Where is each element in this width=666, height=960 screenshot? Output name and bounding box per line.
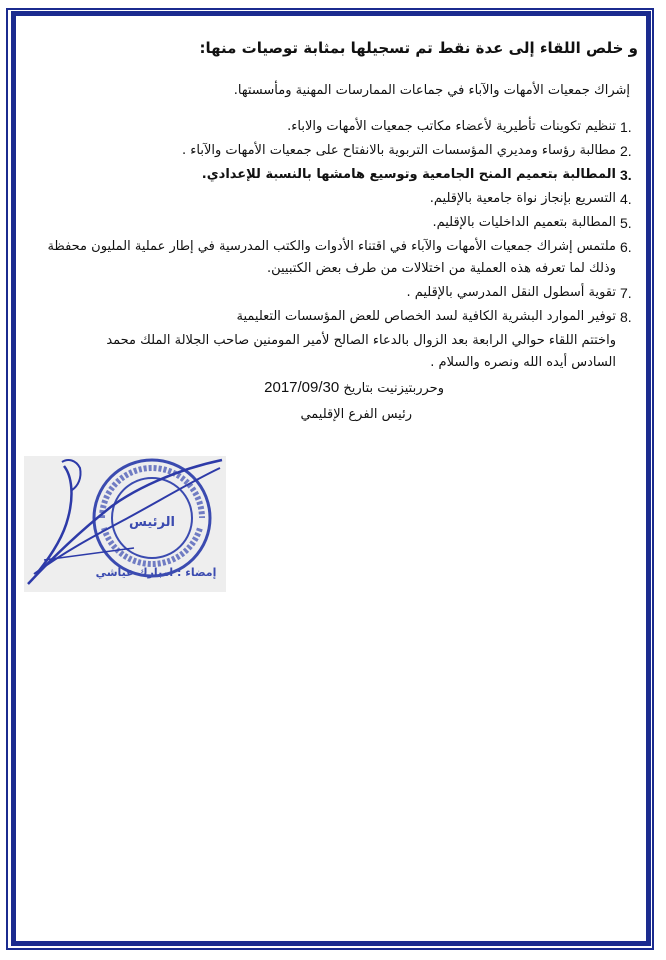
list-item-text: التسريع بإنجاز نواة جامعية بالإقليم. [429,191,616,206]
recommendations-list [28,116,644,328]
closing-paragraph: واختتم اللقاء حوالي الرابعة بعد الزوال بالدعاء الصالح لأمير المومنين صاحب الجلالة الملك محمد السادس أيده الله ونصره والسلام . [106,333,616,370]
document-body [28,28,644,422]
list-item-text: توفير الموارد البشرية الكافية لسد الخصاص للعض المؤسسات التعليمية [236,309,616,324]
list-item: 1. تنظيم تكوينات تأطيرية لأعضاء مكاتب جمعيات الأمهات والاباء. [287,119,632,135]
list-item-text: المطالبة بتعميم الداخليات بالإقليم. [432,215,616,230]
stamp-and-signature [24,456,226,592]
list-item: 7. تقوية أسطول النقل المدرسي بالإقليم . [406,285,632,301]
intro-paragraph: إشراك جمعيات الأمهات والآباء في جماعات الممارسات المهنية ومأسستها. [233,83,630,98]
list-item-text: ملتمس إشراك جمعيات الأمهات والآباء في اقتناء الأدوات والكتب المدرسية في إطار عملية المليون محفظة وذلك لما تعرفه هذه العملية من اختلالات من طرف بعض الكتبيين. [47,239,616,276]
list-item-text: تنظيم تكوينات تأطيرية لأعضاء مكاتب جمعيات الأمهات والاباء. [287,119,616,134]
list-item-text: المطالبة بتعميم المنح الجامعية وتوسيع هامشها بالنسبة للإعدادي. [201,167,616,182]
list-item-text: تقوية أسطول النقل المدرسي بالإقليم . [406,285,616,300]
list-item: 6. ملتمس إشراك جمعيات الأمهات والآباء في اقتناء الأدوات والكتب المدرسية في إطار عملية المليون محفظة وذلك لما تعرفه هذه العملية من اختلالات من طرف بعض الكتبيين. [47,239,632,276]
svg-text:الرئيس: الرئيس [129,515,175,530]
list-item-text: مطالبة رؤساء ومديري المؤسسات التربوية بالانفتاح على جمعيات الأمهات والآباء . [181,143,616,158]
list-item: 5. المطالبة بتعميم الداخليات بالإقليم. [432,215,632,231]
document-heading: و خلص اللقاء إلى عدة نقط تم تسجيلها بمثابة توصيات منها: [199,39,638,57]
stamp-icon [24,456,226,592]
document-date: 2017/09/30 [264,379,340,396]
date-line [28,378,644,399]
date-prefix: وحرربتيزنيت بتاريخ [343,381,444,396]
list-item: 8. توفير الموارد البشرية الكافية لسد الخصاص للعض المؤسسات التعليمية [236,309,632,325]
list-item: 2. مطالبة رؤساء ومديري المؤسسات التربوية بالانفتاح على جمعيات الأمهات والآباء . [181,143,632,159]
list-item: 3. المطالبة بتعميم المنح الجامعية وتوسيع هامشها بالنسبة للإعدادي. [201,167,632,183]
signer-title: رئيس الفرع الإقليمي [300,407,412,422]
list-item: 4. التسريع بإنجاز نواة جامعية بالإقليم. [429,191,632,207]
svg-text:إمضاء : امبارك عياشي: إمضاء : امبارك عياشي [95,566,217,579]
